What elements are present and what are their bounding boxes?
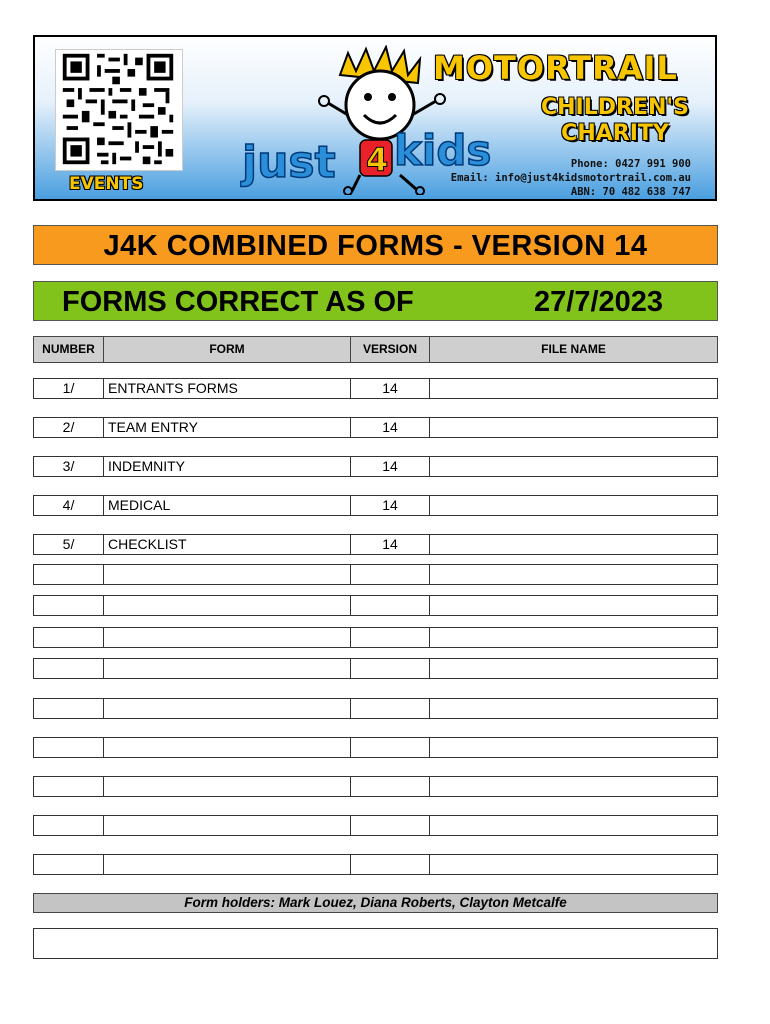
cell-form[interactable]: INDEMNITY [103,456,351,477]
cell-file-name[interactable] [429,776,718,797]
table-row [33,378,718,399]
contact-details [451,157,691,199]
cell-version[interactable] [350,737,430,758]
table-row [33,456,718,477]
tagline-line1: CHILDREN'S [541,95,689,120]
col-header-file-name: FILE NAME [429,336,718,363]
cell-version[interactable] [350,564,430,585]
cell-version[interactable]: 14 [350,534,430,555]
cell-number[interactable]: 3/ [33,456,104,477]
cell-number[interactable] [33,776,104,797]
cell-number[interactable]: 4/ [33,495,104,516]
table-row-empty [33,627,718,648]
email-text: Email: info@just4kidsmotortrail.com.au [450,172,691,184]
cell-form[interactable] [103,627,351,648]
qr-code [55,49,183,171]
form-holders-bar: Form holders: Mark Louez, Diana Roberts, Clayton Metcalfe [33,893,718,913]
logo-just: just [242,137,336,188]
cell-form[interactable]: CHECKLIST [103,534,351,555]
cell-file-name[interactable] [429,378,718,399]
tagline-line2: CHARITY [561,121,669,146]
cell-form[interactable] [103,737,351,758]
org-name: MOTORTRAIL [433,49,678,87]
cell-version[interactable] [350,776,430,797]
cell-version[interactable] [350,815,430,836]
cell-version[interactable]: 14 [350,378,430,399]
cell-file-name[interactable] [429,658,718,679]
cell-file-name[interactable] [429,595,718,616]
cell-version[interactable] [350,658,430,679]
cell-version[interactable] [350,698,430,719]
logo-kids: kids [394,126,492,175]
cell-file-name[interactable] [429,698,718,719]
cell-version[interactable] [350,627,430,648]
col-header-number: NUMBER [33,336,104,363]
table-row [33,534,718,555]
forms-date-value: 27/7/2023 [534,286,664,318]
cell-form[interactable]: ENTRANTS FORMS [103,378,351,399]
cell-number[interactable] [33,627,104,648]
cell-form[interactable] [103,658,351,679]
cell-form[interactable] [103,815,351,836]
cell-form[interactable] [103,776,351,797]
table-row-empty [33,854,718,875]
cell-number[interactable] [33,658,104,679]
cell-number[interactable] [33,595,104,616]
logo-4: 4 [366,141,389,179]
cell-file-name[interactable] [429,627,718,648]
table-row-empty [33,698,718,719]
table-row-empty [33,815,718,836]
cell-number[interactable] [33,815,104,836]
cell-file-name[interactable] [429,456,718,477]
col-header-version: VERSION [350,336,430,363]
cell-file-name[interactable] [429,417,718,438]
cell-file-name[interactable] [429,534,718,555]
table-row [33,495,718,516]
cell-number[interactable] [33,698,104,719]
cell-version[interactable]: 14 [350,417,430,438]
cell-form[interactable] [103,595,351,616]
table-row-empty [33,658,718,679]
cell-form[interactable]: MEDICAL [103,495,351,516]
qr-code-graphic [56,50,180,168]
forms-date-label: FORMS CORRECT AS OF [62,286,414,318]
cell-form[interactable] [103,854,351,875]
table-row-empty [33,737,718,758]
cell-number[interactable] [33,564,104,585]
phone-text: Phone: 0427 991 900 [570,158,691,170]
col-header-form: FORM [103,336,351,363]
cell-version[interactable] [350,595,430,616]
table-row-empty [33,595,718,616]
cell-number[interactable] [33,737,104,758]
table-row-empty [33,564,718,585]
cell-number[interactable]: 5/ [33,534,104,555]
page-title: J4K COMBINED FORMS - VERSION 14 [33,225,718,265]
cell-form[interactable] [103,564,351,585]
table-row-empty [33,776,718,797]
cell-form[interactable]: TEAM ENTRY [103,417,351,438]
org-tagline [525,95,705,147]
cell-version[interactable] [350,854,430,875]
cell-number[interactable] [33,854,104,875]
header-banner [33,35,717,201]
cell-number[interactable]: 1/ [33,378,104,399]
cell-file-name[interactable] [429,815,718,836]
cell-file-name[interactable] [429,854,718,875]
notes-field[interactable] [33,928,718,959]
cell-file-name[interactable] [429,737,718,758]
cell-form[interactable] [103,698,351,719]
table-row [33,417,718,438]
cell-file-name[interactable] [429,495,718,516]
forms-date-bar [33,281,718,321]
events-label: EVENTS [69,174,144,194]
cell-version[interactable]: 14 [350,495,430,516]
cell-version[interactable]: 14 [350,456,430,477]
abn-text: ABN: 70 482 638 747 [570,186,691,198]
cell-file-name[interactable] [429,564,718,585]
cell-number[interactable]: 2/ [33,417,104,438]
table-header [33,336,718,363]
